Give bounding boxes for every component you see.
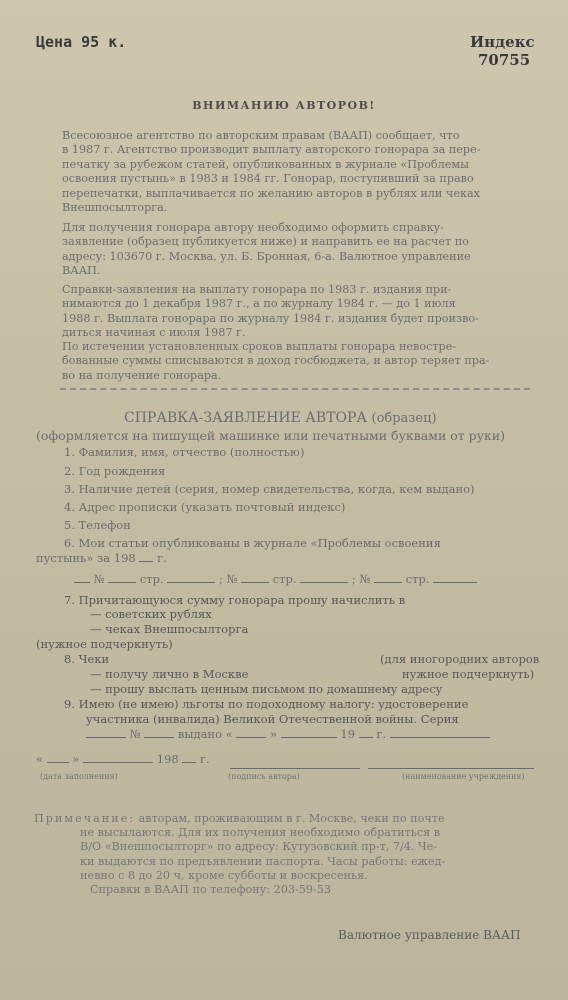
page-label: стр.	[272, 572, 297, 586]
note-line: невно с 8 до 20 ч, кроме субботы и воскресенья.	[80, 868, 368, 882]
note-line: Справки в ВААП по телефону: 203-59-53	[90, 883, 332, 897]
form-item-children: 3. Наличие детей (серия, номер свидетельства, когда, кем выдано)	[64, 482, 475, 496]
year-suffix: г.	[376, 727, 387, 741]
articles-year-suffix: г.	[157, 551, 167, 565]
form-item-address: 4. Адрес прописки (указать почтовый индекс)	[64, 500, 346, 514]
text-line: в 1987 г. Агентство производит выплату авторского гонорара за пере-	[62, 143, 481, 157]
blank	[359, 727, 373, 738]
blank	[374, 572, 402, 583]
form-item-phone: 5. Телефон	[64, 518, 131, 532]
tax-benefit-cont: участника (инвалида) Великой Отечественной войны. Серия	[86, 712, 459, 726]
text-line: во на получение гонорара.	[62, 368, 222, 382]
no-label: №	[129, 727, 141, 741]
index-label: Индекс	[470, 33, 535, 51]
checks-option-mail: — прошу выслать ценным письмом по домашнему адресу	[90, 682, 443, 696]
separator: ;	[351, 572, 356, 586]
blank	[47, 752, 69, 763]
organization-line	[368, 768, 534, 769]
cut-line-divider	[60, 388, 530, 390]
blank	[144, 727, 174, 738]
caption-date: (дата заполнения)	[40, 772, 118, 781]
checks-option-in-person: — получу лично в Москве	[90, 667, 249, 681]
notice-paragraph-2	[62, 221, 532, 279]
quote-open: «	[36, 752, 44, 766]
blank	[182, 752, 196, 763]
form-item-articles: 6. Мои статьи опубликованы в журнале «Проблемы освоения	[64, 536, 441, 550]
checks-underline-hint: нужное подчеркнуть)	[402, 667, 535, 681]
blank	[167, 572, 215, 583]
caption-organization: (наименование учреждения)	[402, 772, 525, 781]
separator: ;	[219, 572, 223, 586]
caption-signature: (подпись автора)	[228, 772, 300, 781]
notice-title: ВНИМАНИЮ АВТОРОВ!	[192, 99, 376, 112]
text-line: бованные суммы списываются в доход госбюджета, и автор теряет пра-	[62, 354, 490, 368]
no-label: №	[93, 572, 105, 586]
notice-paragraph-3	[62, 283, 532, 341]
form-item-tax-benefit: 9. Имею (не имею) льготы по подоходному налогу: удостоверение	[64, 697, 469, 711]
currency-underline-hint: (нужное подчеркнуть)	[36, 637, 173, 651]
quote-close: »	[72, 752, 80, 766]
form-item-birth-year: 2. Год рождения	[64, 464, 166, 478]
text-line: освоения пустынь» в 1983 и 1984 гг. Гонорар, поступивший за право	[62, 172, 474, 186]
issued-label: выдано «	[177, 727, 233, 741]
page-label: стр.	[139, 572, 164, 586]
no-label: №	[226, 572, 238, 586]
date-year: 198	[156, 752, 179, 766]
text-line: перепечатки, выплачивается по желанию авторов в рублях или чеках	[62, 186, 480, 200]
text-line: диться начиная с июля 1987 г.	[62, 326, 246, 340]
index-value: 70755	[478, 51, 531, 69]
text-line: 1988 г. Выплата гонорара по журналу 1984 г. издания будет произво-	[62, 311, 479, 325]
form-title-sample: (образец)	[371, 411, 437, 426]
text-line: нимаются до 1 декабря 1987 г., а по журналу 1984 г. — до 1 июля	[62, 297, 456, 311]
note-text: авторам, проживающим в г. Москве, чеки по почте	[138, 812, 445, 825]
issue-page-row	[74, 572, 477, 586]
blank	[433, 572, 477, 583]
blank	[108, 572, 136, 583]
blank	[300, 572, 348, 583]
form-item-articles-cont	[36, 551, 167, 565]
form-title-text: СПРАВКА-ЗАЯВЛЕНИЕ АВТОРА	[124, 410, 368, 426]
note-line: не высылаются. Для их получения необходимо обратиться в	[80, 826, 441, 840]
text-line: ВААП.	[62, 264, 101, 278]
date-year-suffix: г.	[199, 752, 210, 766]
blank	[236, 727, 266, 738]
note-line	[34, 812, 544, 826]
notice-paragraph-4	[62, 340, 532, 383]
blank	[281, 727, 337, 738]
text-line: печатку за рубежом статей, опубликованных в журнале «Проблемы	[62, 157, 469, 171]
year-prefix: 19	[340, 727, 356, 741]
text-line: Внешпосылторга.	[62, 201, 168, 215]
page-label: стр.	[405, 572, 430, 586]
articles-journal-year: пустынь» за 198	[36, 551, 136, 565]
articles-year-blank	[139, 551, 153, 562]
signature-line	[230, 768, 360, 769]
currency-option-rubles: — советских рублях	[90, 607, 212, 621]
form-item-checks: 8. Чеки	[64, 652, 110, 666]
note-line: ки выдаются по предъявлении паспорта. Часы работы: ежед-	[80, 854, 446, 868]
quote-close: »	[270, 727, 278, 741]
form-title	[124, 410, 437, 426]
currency-option-checks: — чеках Внешпосылторга	[90, 622, 249, 636]
note-block	[34, 812, 544, 897]
form-subtitle: (оформляется на пишущей машинке или печатными буквами от руки)	[36, 428, 506, 443]
text-line: Всесоюзное агентство по авторским правам (ВААП) сообщает, что	[62, 129, 460, 142]
tax-benefit-issued-row	[86, 727, 490, 741]
note-label: Примечание:	[34, 812, 136, 825]
text-line: заявление (образец публикуется ниже) и направить ее на расчет по	[62, 235, 469, 249]
no-label: №	[359, 572, 371, 586]
checks-note-nonresident: (для иногородних авторов	[380, 652, 540, 666]
blank	[86, 727, 126, 738]
text-line: Справки-заявления на выплату гонорара по 1983 г. издания при-	[62, 283, 452, 296]
price-label: Цена 95 к.	[36, 33, 127, 51]
blank	[241, 572, 269, 583]
text-line: Для получения гонорара автору необходимо оформить справку-	[62, 221, 444, 234]
blank	[390, 727, 490, 738]
notice-paragraph-1	[62, 129, 532, 215]
note-line: В/О «Внешпосылторг» по адресу: Кутузовский пр-т, 7/4. Че-	[80, 840, 438, 854]
date-signature-row	[36, 752, 210, 766]
form-item-full-name: 1. Фамилия, имя, отчество (полностью)	[64, 445, 305, 459]
footer-signature: Валютное управление ВААП	[338, 928, 521, 942]
text-line: По истечении установленных сроков выплаты гонорара невостре-	[62, 340, 457, 353]
blank	[74, 572, 90, 583]
form-item-currency: 7. Причитающуюся сумму гонорара прошу начислить в	[64, 593, 406, 607]
text-line: адресу: 103670 г. Москва, ул. Б. Бронная, 6-а. Валютное управление	[62, 249, 471, 263]
blank	[83, 752, 153, 763]
